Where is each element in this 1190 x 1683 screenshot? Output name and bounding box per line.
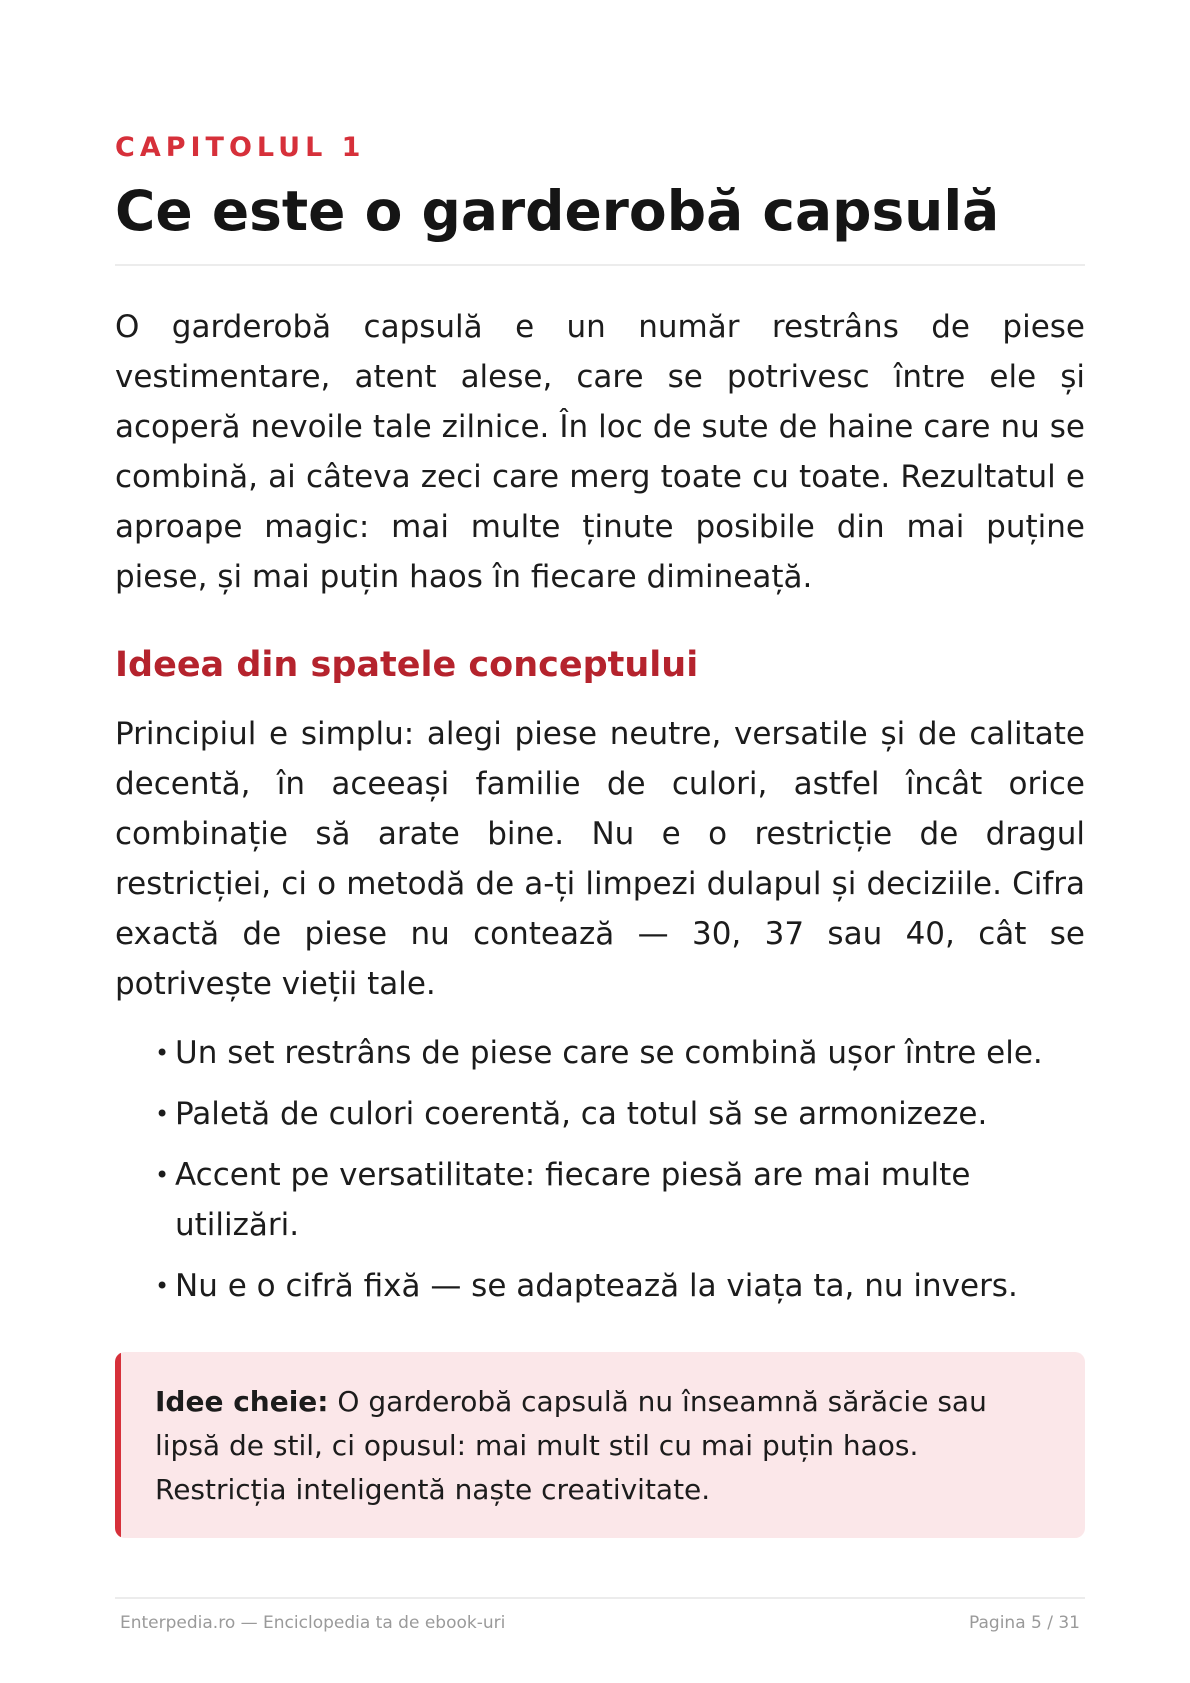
intro-paragraph: O garderobă capsulă e un număr restrâns de piese vestimentare, atent alese, care se potrivesc între ele și acoperă nevoile tale zilnice. În loc de sute de haine care nu se combină, ai câteva zeci care merg toate cu toate. Rezultatul e aproape magic: mai multe ținute posibile din mai puține piese, și mai puțin haos în fiecare dimineață. [115, 309, 1085, 595]
list-item [155, 1089, 1085, 1139]
bullet-icon: • [155, 1039, 170, 1067]
callout-text [155, 1380, 1035, 1512]
page-number: Pagina 5 / 31 [969, 1613, 1080, 1633]
section-heading: Ideea din spatele conceptului [115, 645, 699, 685]
page-title: Ce este o garderobă capsulă [115, 179, 1000, 243]
callout-label: Idee cheie: [155, 1385, 329, 1418]
list-item [155, 1150, 1085, 1250]
list-item-text: Un set restrâns de piese care se combină ușor între ele. [175, 1035, 1043, 1071]
page [115, 0, 1085, 1683]
bullet-icon: • [155, 1272, 170, 1300]
title-divider [115, 264, 1085, 266]
footer-site-name: Enterpedia.ro — Enciclopedia ta de ebook-uri [120, 1613, 506, 1633]
list-item [155, 1261, 1085, 1311]
bullet-list [155, 1028, 1085, 1322]
bullet-icon: • [155, 1161, 170, 1189]
list-item-text: Nu e o cifră fixă — se adaptează la viața ta, nu invers. [175, 1268, 1018, 1304]
list-item-text: Paletă de culori coerentă, ca totul să se armonizeze. [175, 1096, 988, 1132]
list-item-text: Accent pe versatilitate: fiecare piesă are mai multe utilizări. [175, 1157, 971, 1243]
key-idea-callout [115, 1352, 1085, 1538]
list-item [155, 1028, 1085, 1078]
section-paragraph: Principiul e simplu: alegi piese neutre, versatile și de calitate decentă, în aceeași familie de culori, astfel încât orice combinație să arate bine. Nu e o restricție de dragul restricției, ci o metodă de a-ți limpezi dulapul și deciziile. Cifra exactă de piese nu contează — 30, 37 sau 40, cât se potrivește vieții tale. [115, 716, 1085, 1002]
footer-divider [115, 1597, 1085, 1599]
bullet-icon: • [155, 1100, 170, 1128]
callout-body: O garderobă capsulă nu înseamnă sărăcie sau lipsă de stil, ci opusul: mai mult stil cu mai puțin haos. Restricția inteligentă naște creativitate. [155, 1385, 987, 1506]
callout-accent-bar [115, 1352, 121, 1538]
chapter-label: CAPITOLUL 1 [115, 132, 366, 163]
